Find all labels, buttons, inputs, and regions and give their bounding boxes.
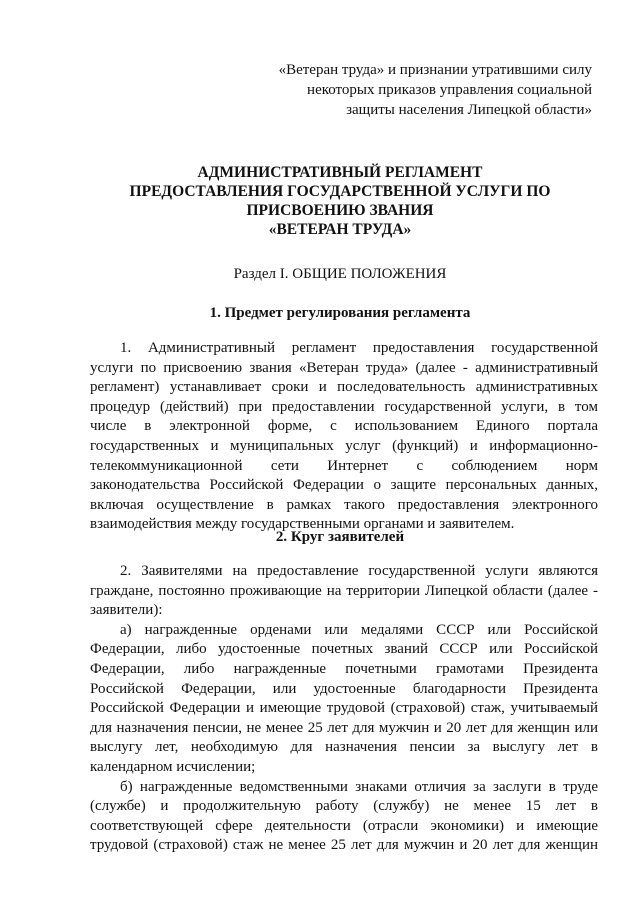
paragraph-line: 2. Заявителями на предоставление государственной услуги являются: [120, 563, 598, 579]
paragraph-line: числе в электронной форме, с использованием Единого портала: [90, 418, 598, 435]
paragraph-line: взаимодействия между государственными органами и заявителем.: [90, 516, 515, 533]
paragraph-line: Российской Федерации, или удостоенные благодарности Президента: [90, 680, 598, 697]
paragraph-line: услуги по присвоению звания «Ветеран труда» (далее - административный: [90, 359, 598, 376]
paragraph-line: а) награжденные орденами или медалями СССР или Российской: [120, 621, 598, 638]
paragraph-2: [90, 562, 598, 856]
paragraph-line: регламент) устанавливает сроки и последовательность административных: [90, 379, 598, 396]
subsection-heading-1: 1. Предмет регулирования регламента: [209, 305, 471, 321]
paragraph-line: включая осуществление в рамках такого предоставления электронного: [90, 496, 598, 513]
paragraph-line: выслугу лет, необходимую для назначения пенсии за выслугу лет в: [90, 739, 598, 756]
paragraph-line: заявители):: [90, 602, 163, 619]
paragraph-line: Российской Федерации и имеющие трудовой (страховой) стаж, учитываемый: [90, 700, 598, 717]
title-line: «ВЕТЕРАН ТРУДА»: [268, 221, 412, 238]
paragraph-line: б) награжденные ведомственными знаками отличия за заслуги в труде: [120, 778, 598, 795]
paragraph-1: [90, 339, 598, 535]
paragraph-line: граждане, постоянно проживающие на территории Липецкой области (далее -: [90, 582, 598, 599]
subsection-heading-2: 2. Круг заявителей: [275, 529, 405, 545]
document-title: [90, 163, 590, 239]
section-heading: Раздел I. ОБЩИЕ ПОЛОЖЕНИЯ: [233, 266, 447, 282]
title-line: ПРЕДОСТАВЛЕНИЯ ГОСУДАРСТВЕННОЙ УСЛУГИ ПО: [129, 183, 551, 200]
paragraph-line: (службе) и продолжительную работу (службу) не менее 15 лет в: [90, 798, 598, 815]
header-note-line: «Ветеран труда» и признании утратившими силу: [278, 62, 592, 78]
paragraph-line: соответствующей сфере деятельности (отрасли экономики) и имеющие: [90, 817, 598, 834]
paragraph-line: телекоммуникационной сети Интернет с соблюдением норм: [90, 457, 598, 474]
paragraph-line: календарном исчислении;: [90, 758, 256, 775]
title-line: ПРИСВОЕНИЮ ЗВАНИЯ: [246, 202, 434, 219]
paragraph-line: государственных и муниципальных услуг (функций) и информационно-: [90, 437, 598, 454]
paragraph-line: процедур (действий) при предоставлении государственной услуги, в том: [90, 398, 598, 415]
paragraph-line: Федерации, либо награжденные почетными грамотами Президента: [90, 660, 598, 677]
paragraph-line: Федерации, либо удостоенные почетных званий СССР или Российской: [90, 641, 598, 658]
header-note: [262, 60, 592, 120]
header-note-line: защиты населения Липецкой области»: [346, 102, 592, 118]
paragraph-line: для назначения пенсии, не менее 25 лет для мужчин и 20 лет для женщин или: [90, 719, 598, 736]
paragraph-line: законодательства Российской Федерации о защите персональных данных,: [90, 477, 598, 494]
title-line: АДМИНИСТРАТИВНЫЙ РЕГЛАМЕНТ: [197, 164, 483, 181]
header-note-line: некоторых приказов управления социальной: [307, 82, 592, 98]
paragraph-line: 1. Административный регламент предоставления государственной: [120, 340, 598, 356]
paragraph-line: трудовой (страховой) стаж не менее 25 лет для мужчин и 20 лет для женщин: [90, 837, 598, 854]
